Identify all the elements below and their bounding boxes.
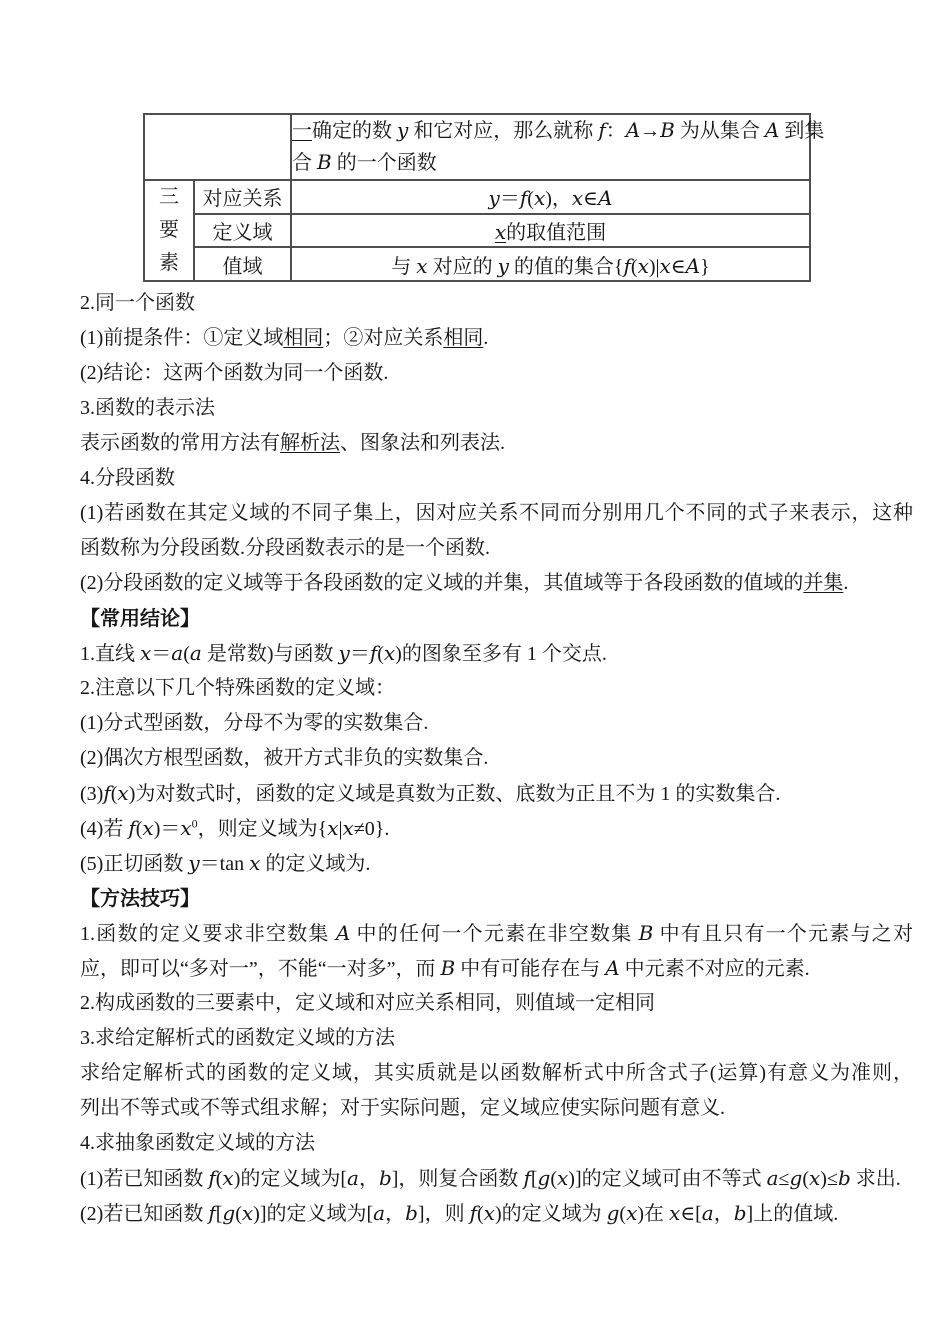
text-run: 、图象法和列表法.: [340, 432, 505, 454]
text-run: f: [523, 1166, 531, 1190]
text-run: a: [766, 1166, 779, 1190]
text-run: A: [625, 118, 641, 142]
table-empty-cell: [144, 114, 291, 180]
text-run: 到集: [779, 120, 825, 142]
text-line: [80, 636, 913, 671]
text-run: a: [189, 641, 202, 665]
text-run: 是常数)与函数: [201, 643, 339, 665]
text-run: 对应的: [427, 255, 498, 278]
text-run: x: [142, 816, 154, 840]
text-run: f: [103, 781, 111, 805]
text-line: [80, 391, 913, 426]
text-run: ；②对应关系: [323, 327, 444, 349]
text-run: 【方法技巧】: [80, 886, 200, 910]
text-line: [80, 1196, 913, 1231]
text-run: )的定义域为: [494, 1203, 607, 1225]
text-run: f: [623, 253, 631, 278]
text-run: f: [369, 641, 378, 665]
text-run: x: [533, 186, 546, 211]
text-run: (: [110, 783, 118, 805]
text-run: )＝: [153, 818, 181, 840]
text-run: ]，则: [417, 1203, 470, 1225]
text-run: )≤: [820, 1168, 838, 1190]
text-run: 列出不等式或不等式组求解；对于实际问题，定义域应使实际问题有意义.: [80, 1097, 725, 1119]
text-run: 0: [191, 816, 198, 831]
text-line: [80, 846, 913, 881]
text-run: A: [764, 118, 780, 142]
text-run: (2)若已知函数: [80, 1203, 209, 1225]
text-line: [80, 566, 913, 601]
text-run: (: [802, 1168, 810, 1190]
text-run: x: [117, 781, 129, 805]
text-run: x: [140, 641, 152, 665]
text-run: ＝tan: [199, 853, 250, 875]
text-run: 中的任何一个元素在非空数集: [350, 923, 639, 945]
text-run: g: [789, 1166, 803, 1190]
text-run: 4.分段函数: [80, 467, 175, 489]
text-run: 解析法: [280, 432, 340, 454]
text-run: ：: [605, 120, 626, 142]
section-heading: [80, 601, 913, 636]
text-run: b: [733, 1201, 747, 1225]
text-run: a: [373, 1201, 386, 1225]
text-run: x: [557, 1166, 569, 1190]
text-run: (1)若函数在其定义域的不同子集上，因对应关系不同而分别用几个不同的式子来表示，这种: [80, 502, 913, 524]
text-line: [80, 356, 913, 391]
text-line: [80, 951, 913, 986]
text-run: b: [837, 1166, 851, 1190]
text-run: B: [317, 150, 332, 174]
text-run: 相同: [283, 327, 324, 349]
table-row: [144, 214, 810, 248]
text-run: 的取值范围: [506, 221, 607, 244]
text-run: f: [519, 186, 528, 211]
text-run: 2.构成函数的三要素中，定义域和对应关系相同，则值域一定相同: [80, 992, 655, 1014]
text-run: 确定的数: [312, 120, 397, 142]
text-run: g: [222, 1201, 236, 1225]
text-run: ＝: [151, 643, 172, 665]
text-run: x: [342, 816, 354, 840]
text-run: )|: [648, 255, 660, 278]
text-run: ≤: [778, 1168, 790, 1190]
text-run: f: [469, 1201, 477, 1225]
text-run: x: [809, 1166, 821, 1190]
text-run: (: [476, 1203, 484, 1225]
text-run: B: [440, 956, 456, 980]
text-run: 中有可能存在与: [455, 958, 606, 980]
text-run: a: [701, 1201, 714, 1225]
text-run: 表示函数的常用方法有: [80, 432, 280, 454]
text-run: y: [188, 851, 200, 875]
text-run: }: [700, 255, 710, 278]
text-run: ，则定义域为{: [197, 818, 328, 840]
text-run: )为对数式时，函数的定义域是真数为正数、底数为正且不为 1 的实数集合.: [128, 783, 781, 805]
text-run: x: [494, 219, 507, 244]
text-run: x: [416, 253, 428, 278]
text-run: 并集: [803, 572, 844, 594]
text-line: [80, 706, 913, 741]
row-value-domain: [291, 214, 810, 248]
text-run: 4.求抽象函数定义域的方法: [80, 1132, 315, 1154]
text-run: g: [606, 1201, 620, 1225]
text-run: ]上的值域.: [746, 1203, 839, 1225]
text-run: 为从集合: [674, 120, 765, 142]
text-line: [80, 461, 913, 496]
function-three-elements-table: [143, 113, 825, 282]
text-run: 3.函数的表示法: [80, 397, 215, 419]
text-run: [: [215, 1203, 223, 1225]
text-line: [80, 776, 913, 811]
text-run: 一: [292, 120, 312, 142]
text-run: x: [327, 816, 339, 840]
text-run: 2.注意以下几个特殊函数的定义域：: [80, 677, 395, 699]
text-run: 和它对应，那么就称: [408, 120, 599, 142]
text-run: 函数称为分段函数.分段函数表示的是一个函数.: [80, 537, 490, 559]
text-run: (2)偶次方根型函数，被开方式非负的实数集合.: [80, 747, 489, 769]
text-run: (4)若: [80, 818, 129, 840]
text-run: )]的定义域为[: [253, 1203, 374, 1225]
text-run: (2)分段函数的定义域等于各段函数的定义域的并集，其值域等于各段函数的值域的: [80, 572, 804, 594]
text-line: [80, 1161, 913, 1196]
text-run: 1.直线: [80, 643, 140, 665]
row-value-range: [291, 247, 810, 281]
table-row: [144, 114, 810, 180]
three-elements-spanner-cell: [144, 180, 194, 281]
text-run: x: [483, 1201, 495, 1225]
text-run: (: [183, 643, 190, 665]
text-run: )的定义域为[: [233, 1168, 348, 1190]
text-run: 求出.: [850, 1168, 901, 1190]
text-run: 的定义域为.: [260, 853, 371, 875]
text-run: (1)分式型函数，分母不为零的实数集合.: [80, 712, 429, 734]
text-run: ＝: [349, 643, 370, 665]
row-label-domain: 定义域: [194, 214, 291, 248]
text-line: [80, 1126, 913, 1161]
function-definition-cell: [291, 114, 825, 180]
text-run: )在: [637, 1203, 670, 1225]
text-run: (: [235, 1203, 242, 1225]
text-run: ≠0}.: [353, 818, 390, 840]
text-run: (: [377, 643, 384, 665]
text-line: [80, 1091, 913, 1126]
spanner-char: 素: [159, 252, 179, 274]
text-run: x: [222, 1166, 234, 1190]
text-run: |: [338, 818, 343, 840]
text-line: [80, 531, 913, 566]
text-run: ，: [358, 1168, 379, 1190]
text-run: .: [483, 327, 489, 349]
text-run: ，: [385, 1203, 406, 1225]
text-run: x: [571, 186, 584, 211]
text-run: x: [383, 641, 396, 665]
text-line: [80, 1021, 913, 1056]
text-run: g: [537, 1166, 551, 1190]
text-run: (3): [80, 783, 104, 805]
text-run: a: [347, 1166, 359, 1190]
text-line: [80, 1056, 913, 1091]
text-run: b: [405, 1201, 418, 1225]
row-label-correspondence: 对应关系: [194, 180, 291, 214]
text-run: 1.函数的定义要求非空数集: [80, 923, 336, 945]
text-run: f: [128, 816, 136, 840]
text-run: A: [597, 186, 613, 211]
text-run: x: [241, 1201, 254, 1225]
text-run: 求给定解析式的函数的定义域，其实质就是以函数解析式中所含式子(运算)有意义为准则，: [80, 1062, 913, 1084]
text-run: (: [135, 818, 143, 840]
text-run: 与: [391, 255, 417, 278]
text-run: ＝: [499, 188, 520, 211]
text-line: [80, 286, 913, 321]
text-line: [80, 986, 913, 1021]
text-run: 的一个函数: [331, 152, 437, 174]
text-run: (: [619, 1203, 627, 1225]
text-run: x: [180, 816, 192, 840]
text-run: )的图象至多有 1 个交点.: [395, 643, 607, 665]
text-run: )，: [545, 188, 572, 211]
text-run: (1)若已知函数: [80, 1168, 209, 1190]
body-text: [80, 286, 913, 1231]
text-run: b: [378, 1166, 392, 1190]
text-run: (5)正切函数: [80, 853, 189, 875]
text-run: ∈: [670, 255, 686, 278]
text-run: x: [626, 1201, 638, 1225]
text-run: (: [630, 255, 638, 278]
text-run: (: [527, 188, 534, 211]
text-run: y: [338, 641, 350, 665]
text-run: y: [397, 118, 409, 142]
text-run: a: [171, 641, 184, 665]
text-line: [80, 496, 913, 531]
text-run: .: [843, 572, 849, 594]
text-line: [80, 741, 913, 776]
text-run: f: [598, 118, 606, 142]
text-run: (: [215, 1168, 223, 1190]
text-run: x: [669, 1201, 681, 1225]
text-line: [80, 426, 913, 461]
text-run: )]的定义域可由不等式: [568, 1168, 767, 1190]
definition-text-line: [292, 115, 825, 147]
row-value-correspondence: [291, 180, 810, 214]
text-run: ，: [713, 1203, 734, 1225]
text-run: x: [637, 253, 649, 278]
text-run: A: [605, 956, 620, 980]
text-line: [80, 671, 913, 706]
text-run: 应，即可以“多对一”，不能“一对多”，而: [80, 958, 441, 980]
text-run: f: [208, 1166, 216, 1190]
text-run: ∈[: [680, 1203, 702, 1225]
definition-text-line: [292, 147, 809, 179]
row-label-range: 值域: [194, 247, 291, 281]
text-run: ∈: [583, 188, 598, 211]
text-run: (1)前提条件：①定义域: [80, 327, 284, 349]
text-run: x: [659, 253, 671, 278]
text-run: 中有且只有一个元素与之对: [653, 923, 914, 945]
table-row: [144, 180, 810, 214]
text-run: (: [550, 1168, 557, 1190]
text-run: y: [497, 253, 509, 278]
text-run: y: [488, 186, 500, 211]
section-heading: [80, 881, 913, 916]
text-run: 相同: [443, 327, 484, 349]
text-run: B: [660, 118, 675, 142]
spanner-char: 三: [159, 186, 179, 208]
text-line: [80, 811, 913, 846]
text-run: ]，则复合函数: [391, 1168, 524, 1190]
text-run: B: [638, 921, 654, 945]
text-run: →: [640, 120, 661, 142]
text-line: [80, 321, 913, 356]
text-line: [80, 916, 913, 951]
text-run: [: [530, 1168, 538, 1190]
table-row: [144, 247, 810, 281]
text-run: 3.求给定解析式的函数定义域的方法: [80, 1027, 395, 1049]
text-run: f: [208, 1201, 216, 1225]
text-run: 2.同一个函数: [80, 292, 195, 314]
text-run: 中元素不对应的元素.: [619, 958, 810, 980]
text-run: A: [335, 921, 351, 945]
text-run: 的值的集合{: [508, 255, 624, 278]
text-run: A: [685, 253, 701, 278]
text-run: 合: [292, 152, 317, 174]
text-run: (2)结论：这两个函数为同一个函数.: [80, 362, 389, 384]
text-run: x: [249, 851, 261, 875]
vertical-label: [145, 181, 193, 280]
spanner-char: 要: [159, 219, 179, 241]
text-run: 【常用结论】: [80, 606, 200, 630]
